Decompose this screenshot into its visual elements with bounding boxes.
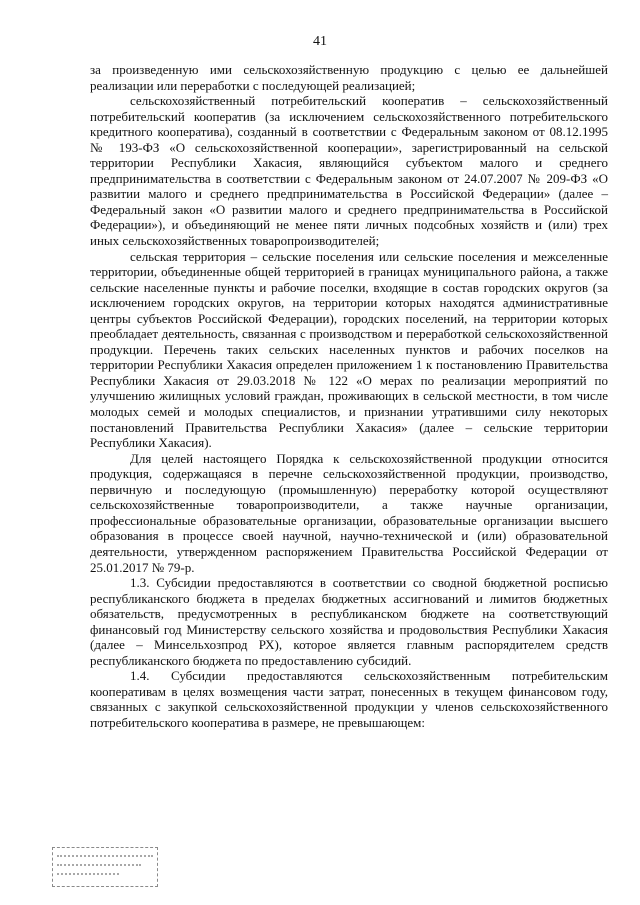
document-body bbox=[90, 62, 608, 731]
paragraph: 1.4. Субсидии предоставляются сельскохозяйственным потребительским кооперативам в целях возмещения части затрат, понесенных в текущем финансовом году, связанных с закупкой сельскохозяйственной продукции у членов сельскохозяйственного потребительского кооператива в размере, не превышающем: bbox=[90, 668, 608, 730]
document-stamp bbox=[52, 847, 158, 887]
paragraph: за произведенную ими сельскохозяйственную продукцию с целью ее дальнейшей реализации или переработки с последующей реализацией; bbox=[90, 62, 608, 93]
page-number: 41 bbox=[313, 34, 327, 49]
paragraph: 1.3. Субсидии предоставляются в соответствии со сводной бюджетной росписью республиканского бюджета в пределах бюджетных ассигнований и лимитов бюджетных обязательств, предусмотренных в республиканском бюджете на соответствующий финансовый год Министерству сельского хозяйства и продовольствия Республики Хакасия (далее – Минсельхозпрод РХ), которое является главным распорядителем средств республиканского бюджета по предоставлению субсидий. bbox=[90, 575, 608, 668]
stamp-line bbox=[57, 864, 141, 871]
paragraph: сельская территория – сельские поселения или сельские поселения и межселенные территории, объединенные общей территорией в границах муниципального района, а также сельские населенные пункты и рабочие поселки, входящие в состав городских округов (за исключением городских округов, на территории которых находятся административные центры субъектов Российской Федерации), городских поселений, на территории которых преобладает деятельность, связанная с производством и переработкой сельскохозяйственной продукции. Перечень таких сельских населенных пунктов и рабочих поселков на территории Республики Хакасия определен приложением 1 к постановлению Правительства Республики Хакасия от 29.03.2018 № 122 «О мерах по реализации мероприятий по улучшению жилищных условий граждан, проживающих в сельской местности, в том числе молодых семей и молодых специалистов, и признании утратившими силу некоторых постановлений Правительства Республики Хакасия» (далее – сельские территории Республики Хакасия). bbox=[90, 248, 608, 451]
stamp-line bbox=[57, 873, 119, 880]
paragraph: сельскохозяйственный потребительский кооператив – сельскохозяйственный потребительский кооператив (за исключением сельскохозяйственного потребительского кредитного кооператива), созданный в соответствии с Федеральным законом от 08.12.1995 № 193-ФЗ «О сельскохозяйственной кооперации», зарегистрированный на сельской территории Республики Хакасия, являющийся субъектом малого и среднего предпринимательства в соответствии с Федеральным законом от 24.07.2007 № 209-ФЗ «О развитии малого и среднего предпринимательства в Российской Федерации» (далее – Федеральный закон «О развитии малого и среднего предпринимательства в Российской Федерации»), и объединяющий не менее пяти личных подсобных хозяйств и (или) трех иных сельскохозяйственных товаропроизводителей; bbox=[90, 93, 608, 249]
stamp-line bbox=[57, 855, 153, 862]
paragraph: Для целей настоящего Порядка к сельскохозяйственной продукции относится продукция, содержащаяся в перечне сельскохозяйственной продукции, производство, первичную и последующую (промышленную) переработку которой осуществляют сельскохозяйственные товаропроизводители, а также научные организации, профессиональные образовательные организации, образовательные организации высшего образования в процессе своей научной, научно-технической и (или) образовательной деятельности, утвержденном распоряжением Правительства Российской Федерации от 25.01.2017 № 79-р. bbox=[90, 450, 608, 575]
